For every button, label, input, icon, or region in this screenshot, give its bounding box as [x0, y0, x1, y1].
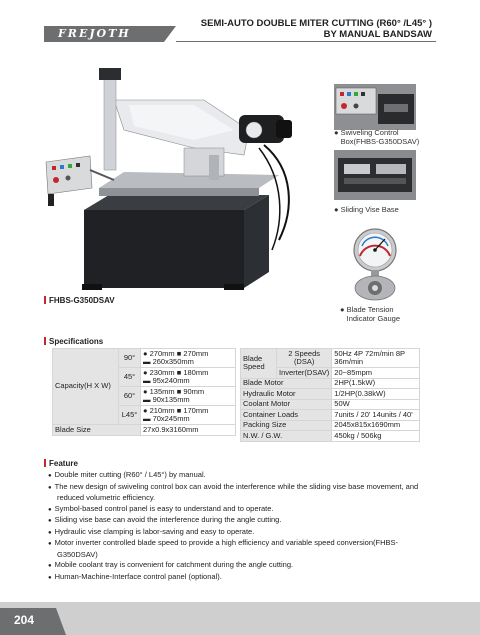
footer-bar: [0, 602, 480, 635]
capacity-round-square: ● 135mm ■ 90mm: [143, 386, 205, 396]
table-row: [241, 399, 420, 410]
capacity-round-square: ● 230mm ■ 180mm: [143, 367, 209, 377]
table-row: [241, 410, 420, 421]
list-item: ● Human-Machine-Interface control panel (optional).: [48, 572, 428, 584]
spec-value: 50W: [332, 399, 420, 410]
gauge-caption: [340, 305, 411, 323]
table-row: [53, 425, 236, 436]
capacity-value: [141, 387, 236, 406]
capacity-round-square: ● 210mm ■ 170mm: [143, 405, 209, 415]
gauge-caption-text: Blade Tension Indicator Gauge: [346, 305, 400, 323]
list-item: ● Hydraulic vise clamping is labor-saving and easy to operate.: [48, 527, 428, 539]
table-row: [241, 431, 420, 442]
title-line-2: BY MANUAL BANDSAW: [323, 29, 432, 40]
list-item: ● Symbol-based control panel is easy to understand and to operate.: [48, 504, 428, 516]
swiveling-control-box-image: [334, 84, 416, 130]
list-item: ● Double miter cutting (R60° / L45°) by manual.: [48, 470, 428, 482]
brand-logo: FREJOTH: [58, 27, 131, 40]
spec-label: Blade Motor: [241, 378, 332, 389]
feature-heading-text: Feature: [49, 459, 78, 468]
spec-label: Coolant Motor: [241, 399, 332, 410]
specifications-heading-text: Specifications: [49, 337, 104, 346]
table-row: [53, 349, 236, 368]
two-speed-value: 50Hz 4P 72m/min 8P 36m/min: [332, 349, 420, 368]
capacity-rect: ▬ 95x240mm: [143, 376, 190, 385]
feature-heading: [44, 459, 78, 468]
footer-tab-tail: [56, 608, 66, 635]
angle-cell: L45°: [119, 406, 141, 425]
blade-tension-gauge-image: [340, 226, 410, 302]
angle-cell: 90°: [119, 349, 141, 368]
spec-value: 2HP(1.5kW): [332, 378, 420, 389]
sliding-vise-base-image: [334, 150, 416, 200]
spec-value: 2045x815x1690mm: [332, 420, 420, 431]
brand-bar-tail: [164, 26, 176, 42]
blade-size-label: Blade Size: [53, 425, 141, 436]
capacity-value: [141, 368, 236, 387]
capacity-rect: ▬ 260x350mm: [143, 357, 194, 366]
list-item: ● Motor inverter controlled blade speed to provide a high efficiency and variable speed conversion(FHBS-G350DSAV): [48, 538, 428, 560]
capacity-value: [141, 349, 236, 368]
angle-cell: 45°: [119, 368, 141, 387]
page-number: 204: [14, 613, 35, 627]
swiveling-caption-text: Swiveling Control Box(FHBS-G350DSAV): [340, 128, 420, 146]
swiveling-caption: [334, 128, 423, 146]
capacity-rect: ▬ 70x245mm: [143, 414, 190, 423]
list-item: ● Sliding vise base can avoid the interference during the angle cutting.: [48, 515, 428, 527]
bullet-icon: ●: [334, 205, 341, 214]
specifications-heading: [44, 337, 103, 346]
spec-value: 7units / 20' 14units / 40': [332, 410, 420, 421]
bandsaw-machine-image: [44, 60, 314, 295]
spec-value: 450kg / 506kg: [332, 431, 420, 442]
page-title: [201, 18, 432, 40]
blade-speed-label: Blade Speed: [241, 349, 277, 379]
inverter-label: Inverter(DSAV): [277, 368, 332, 379]
capacity-round-square: ● 270mm ■ 270mm: [143, 348, 209, 358]
table-row: [241, 389, 420, 400]
two-speed-label: 2 Speeds (DSA): [277, 349, 332, 368]
spec-label: Hydraulic Motor: [241, 389, 332, 400]
list-item: ● Mobile coolant tray is convenient for catchment during the angle cutting.: [48, 560, 428, 572]
red-marker: [44, 296, 46, 304]
table-row: [241, 378, 420, 389]
model-label-text: FHBS-G350DSAV: [49, 296, 115, 305]
capacity-table: [52, 348, 236, 436]
capacity-rect: ▬ 90x135mm: [143, 395, 190, 404]
table-row: [241, 349, 420, 368]
angle-cell: 60°: [119, 387, 141, 406]
capacity-value: [141, 406, 236, 425]
blade-size-value: 27x0.9x3160mm: [141, 425, 236, 436]
bullet-icon: ●: [340, 305, 347, 314]
sliding-caption: [334, 205, 399, 214]
inverter-value: 20~85mpm: [332, 368, 420, 379]
list-item: ● The new design of swiveling control box can avoid the interference while the sliding vise base movement, and reduced volumetric efficiency.: [48, 482, 428, 504]
sliding-caption-text: Sliding Vise Base: [340, 205, 399, 214]
red-marker: [44, 459, 46, 467]
title-line-1: SEMI-AUTO DOUBLE MITER CUTTING (R60° /L45° ): [200, 18, 432, 29]
capacity-label: Capacity(H X W): [53, 349, 119, 425]
table-row: [241, 420, 420, 431]
specs-table: [240, 348, 420, 442]
red-marker: [44, 337, 46, 345]
model-label: [44, 296, 115, 305]
header-rule: [176, 41, 436, 42]
spec-value: 1/2HP(0.38kW): [332, 389, 420, 400]
spec-label: Container Loads: [241, 410, 332, 421]
bullet-icon: ●: [334, 128, 341, 137]
feature-list: [48, 470, 428, 583]
spec-label: Packing Size: [241, 420, 332, 431]
spec-label: N.W. / G.W.: [241, 431, 332, 442]
